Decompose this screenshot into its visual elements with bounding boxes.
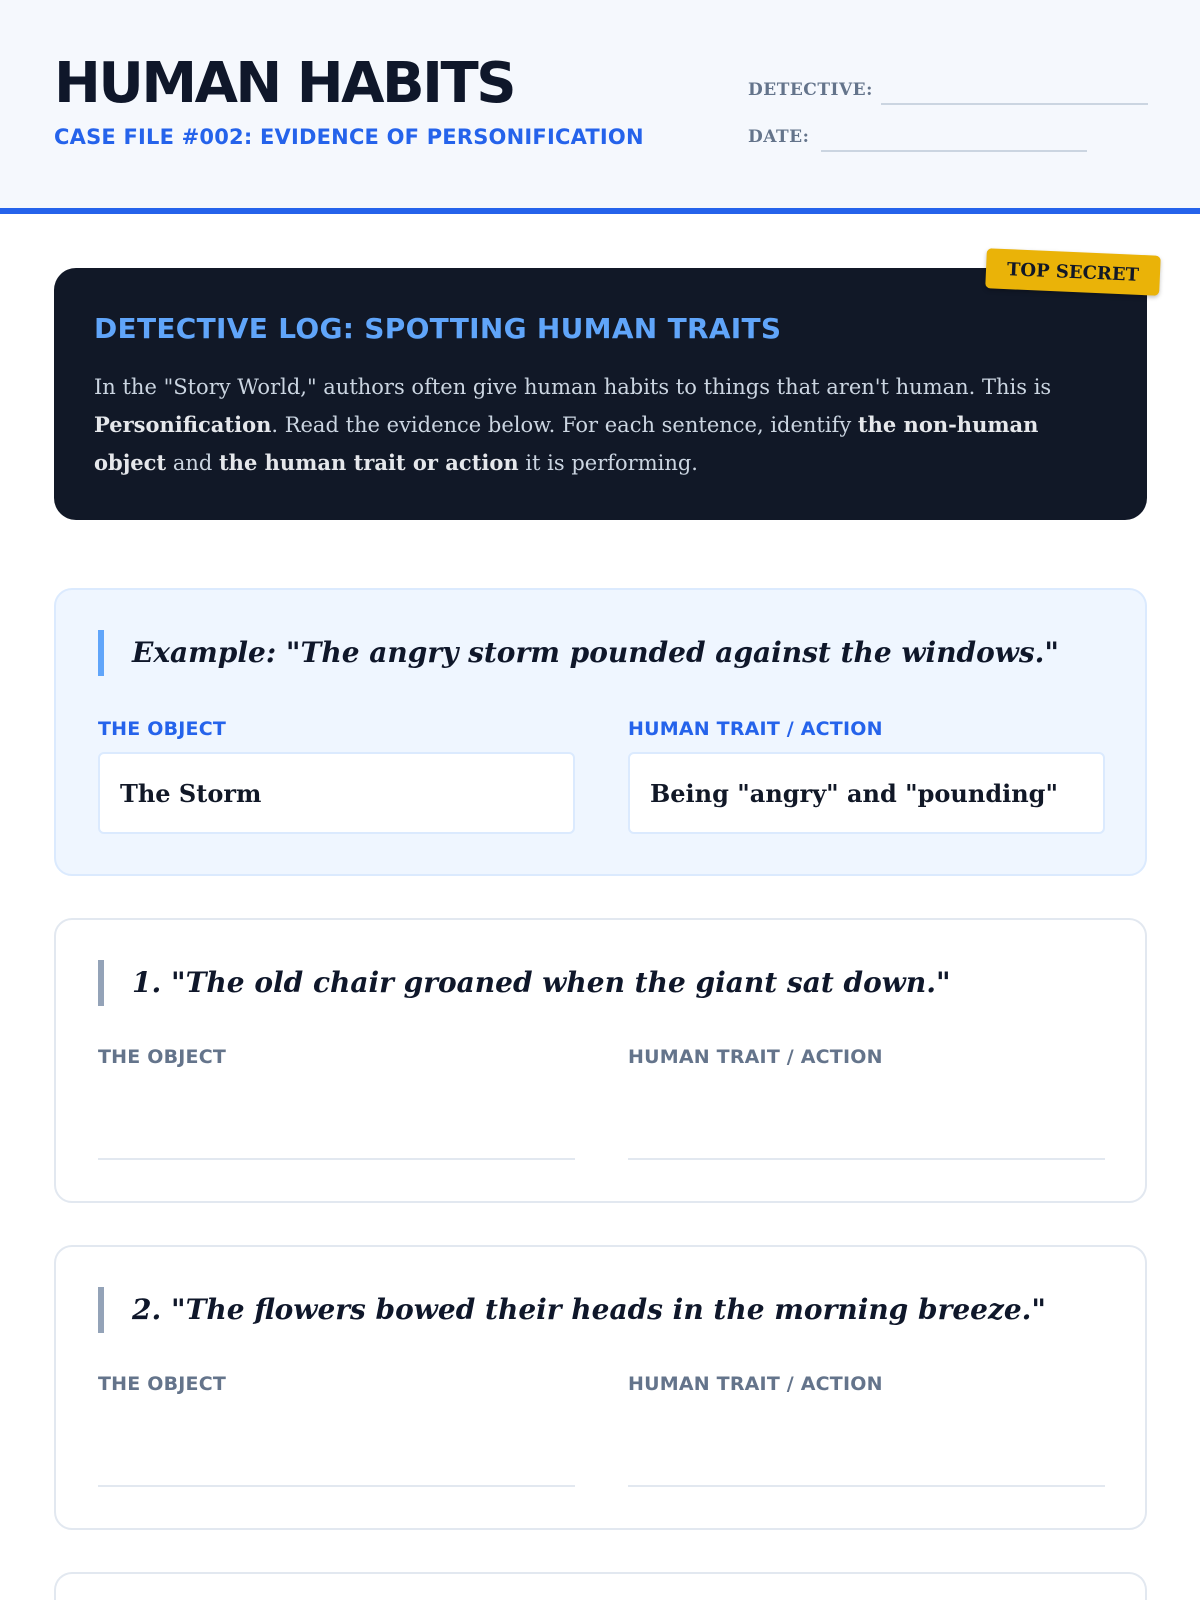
top-secret-badge: TOP SECRET	[985, 248, 1161, 296]
question-sentence: 1. "The old chair groaned when the giant sat down."	[98, 960, 951, 1006]
detective-label: DETECTIVE:	[748, 80, 873, 100]
trait-answer-line[interactable]	[628, 1485, 1105, 1487]
object-answer-line[interactable]	[98, 1485, 575, 1487]
log-instructions: In the "Story World," authors often give human habits to things that aren't human. This is Personification. Read the evidence below. For each sentence, identify the non-human object and the human trait or action it is performing.	[94, 375, 1052, 475]
trait-column-label: HUMAN TRAIT / ACTION	[628, 718, 883, 740]
detective-log-panel	[54, 268, 1147, 520]
object-column-label: THE OBJECT	[98, 718, 227, 740]
question-card-2	[54, 1245, 1147, 1530]
question-card-partial	[54, 1572, 1147, 1600]
example-card	[54, 588, 1147, 876]
question-card-1	[54, 918, 1147, 1203]
trait-column-label: HUMAN TRAIT / ACTION	[628, 1046, 883, 1068]
object-column-label: THE OBJECT	[98, 1373, 227, 1395]
question-sentence: 2. "The flowers bowed their heads in the morning breeze."	[98, 1287, 1046, 1333]
log-title: DETECTIVE LOG: SPOTTING HUMAN TRAITS	[94, 312, 782, 345]
case-file-subtitle: CASE FILE #002: EVIDENCE OF PERSONIFICATION	[54, 125, 644, 149]
worksheet-header	[0, 0, 1200, 214]
trait-answer-line[interactable]	[628, 1158, 1105, 1160]
page-title: HUMAN HABITS	[54, 51, 515, 116]
trait-column-label: HUMAN TRAIT / ACTION	[628, 1373, 883, 1395]
date-label: DATE:	[748, 127, 810, 147]
object-answer-line[interactable]	[98, 1158, 575, 1160]
date-input-line[interactable]	[821, 150, 1087, 152]
example-sentence: Example: "The angry storm pounded against the windows."	[98, 630, 1059, 676]
detective-input-line[interactable]	[881, 103, 1148, 105]
example-object-answer: The Storm	[98, 752, 575, 834]
object-column-label: THE OBJECT	[98, 1046, 227, 1068]
example-trait-answer: Being "angry" and "pounding"	[628, 752, 1105, 834]
